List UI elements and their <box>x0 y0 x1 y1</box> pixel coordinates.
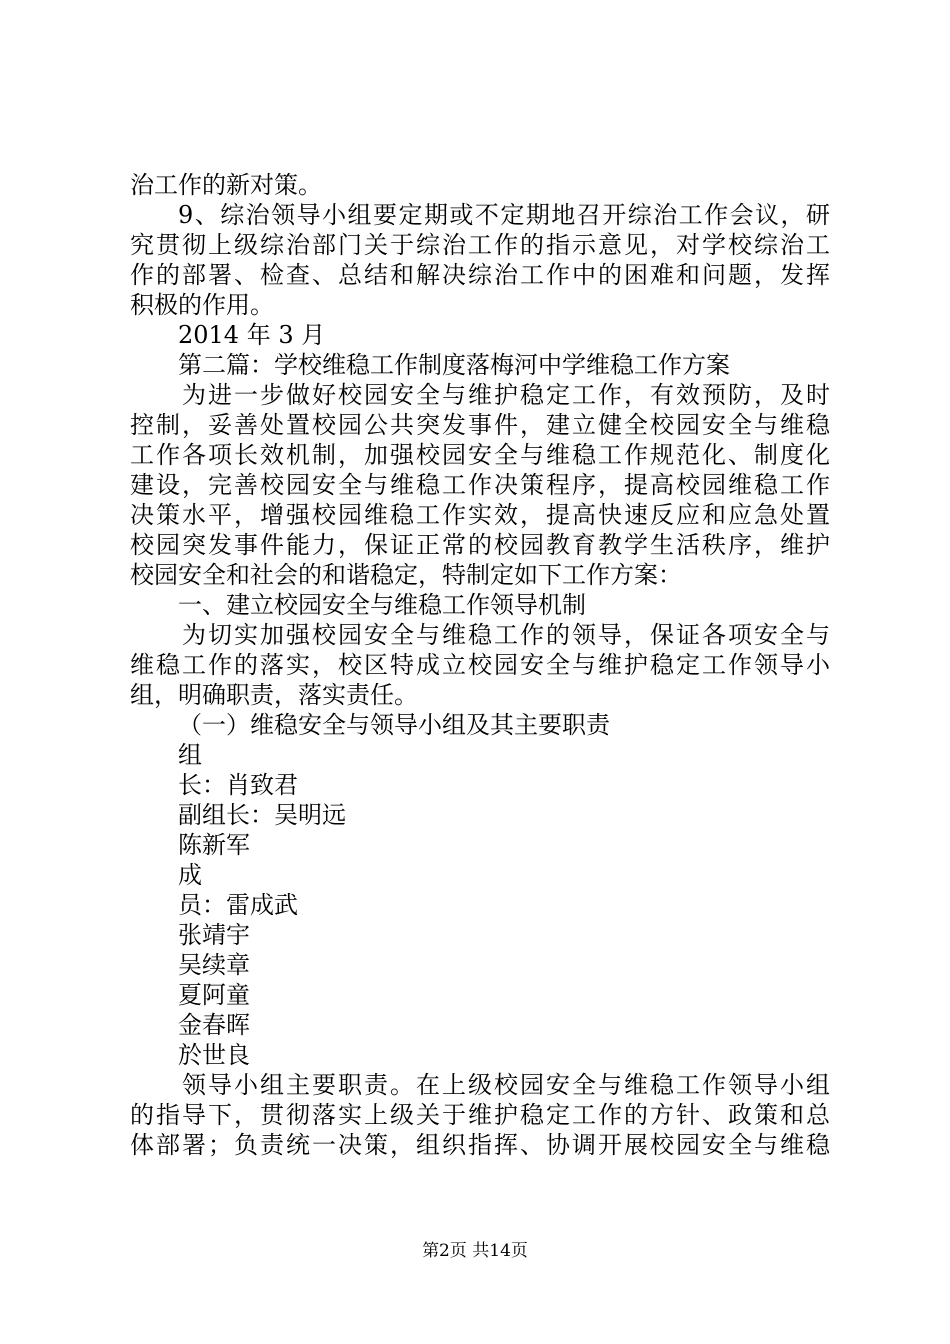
page-footer: 第2页 共14页 <box>422 1241 528 1261</box>
text-line: 9、综治领导小组要定期或不定期地召开综治工作会议，研 <box>178 201 830 229</box>
member-line: 吴续章 <box>178 951 250 979</box>
text-line: 究贯彻上级综治部门关于综治工作的指示意见，对学校综治工 <box>130 231 830 259</box>
member-line: 於世良 <box>178 1041 250 1069</box>
text-line: 校园安全和社会的和谐稳定，特制定如下工作方案： <box>130 561 682 589</box>
text-line: 校园突发事件能力，保证正常的校园教育教学生活秩序，维护 <box>130 531 830 559</box>
member-line: 副组长：吴明远 <box>178 801 346 829</box>
text-line: 工作各项长效机制，加强校园安全与维稳工作规范化、制度化 <box>130 441 830 469</box>
text-line: 的指导下，贯彻落实上级关于维护稳定工作的方针、政策和总 <box>130 1101 830 1129</box>
member-line: 金春晖 <box>178 1011 250 1039</box>
text-line: 积极的作用。 <box>130 291 274 319</box>
member-line: 张靖宇 <box>178 921 250 949</box>
member-line: 员：雷成武 <box>178 891 298 919</box>
section-title: 第二篇：学校维稳工作制度落梅河中学维稳工作方案 <box>178 351 730 379</box>
text-line: 体部署；负责统一决策，组织指挥、协调开展校园安全与维稳 <box>130 1131 830 1159</box>
text-line: 领导小组主要职责。在上级校园安全与维稳工作领导小组 <box>182 1071 830 1099</box>
member-line: 成 <box>178 861 202 889</box>
text-line: 作的部署、检查、总结和解决综治工作中的困难和问题，发挥 <box>130 261 830 289</box>
text-line: 建设，完善校园安全与维稳工作决策程序，提高校园维稳工作 <box>130 471 830 499</box>
member-line: 组 <box>178 741 202 769</box>
document-body <box>130 170 830 1160</box>
date-line: 2014 年 3 月 <box>178 321 326 349</box>
text-line: 控制，妥善处置校园公共突发事件，建立健全校园安全与维稳 <box>130 411 830 439</box>
member-line: 陈新军 <box>178 831 250 859</box>
text-line: 组，明确职责，落实责任。 <box>130 681 418 709</box>
text-line: 决策水平，增强校园维稳工作实效，提高快速反应和应急处置 <box>130 501 830 529</box>
text-line: 为进一步做好校园安全与维护稳定工作，有效预防，及时 <box>182 381 830 409</box>
text-line: 维稳工作的落实，校区特成立校园安全与维护稳定工作领导小 <box>130 651 830 679</box>
subheading-line: （一）维稳安全与领导小组及其主要职责 <box>178 711 610 739</box>
text-line: 治工作的新对策。 <box>130 171 322 199</box>
member-line: 长：肖致君 <box>178 771 298 799</box>
heading-line: 一、建立校园安全与维稳工作领导机制 <box>178 591 586 619</box>
text-line: 为切实加强校园安全与维稳工作的领导，保证各项安全与 <box>182 621 830 649</box>
member-line: 夏阿童 <box>178 981 250 1009</box>
